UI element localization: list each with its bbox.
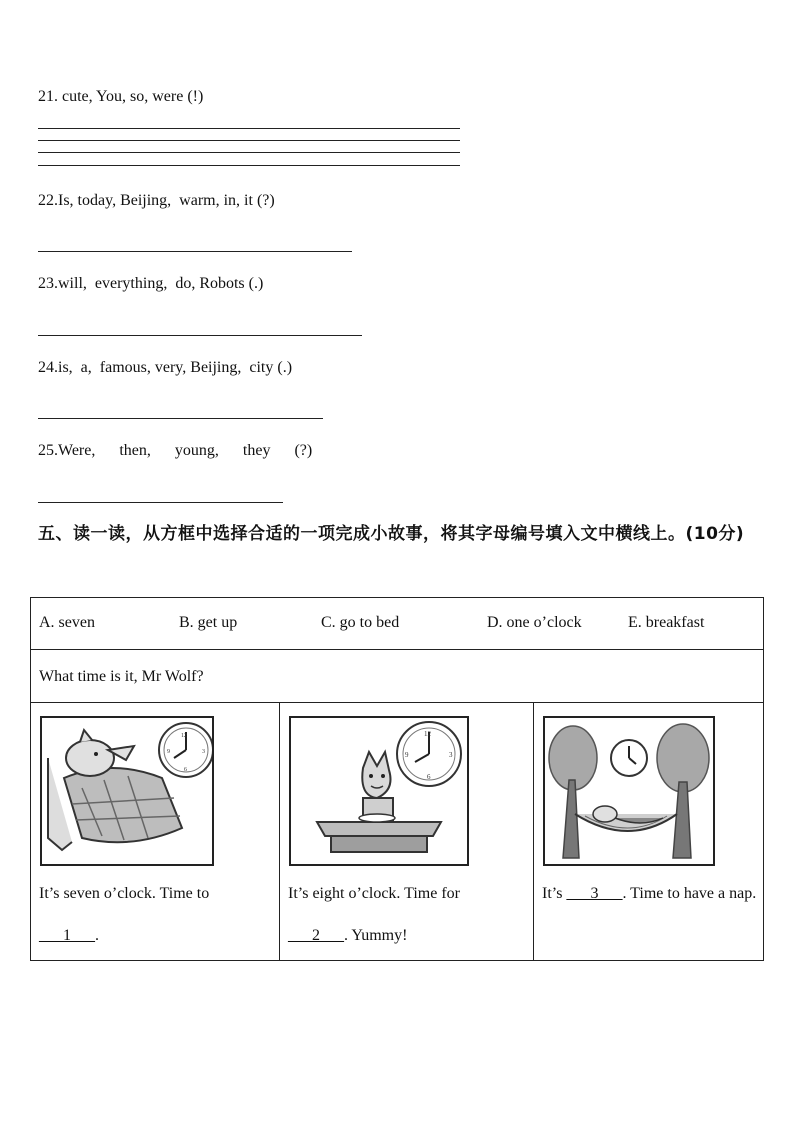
svg-text:12: 12 <box>181 733 187 739</box>
answer-line <box>38 165 460 166</box>
answer-blank-2[interactable]: ___2___ <box>288 927 344 944</box>
answer-line[interactable] <box>38 502 283 503</box>
question-24: 24.is, a, famous, very, Beijing, city (.) <box>38 359 293 376</box>
story-title: What time is it, Mr Wolf? <box>39 668 204 685</box>
question-25: 25.Were, then, young, they (?) <box>38 442 313 459</box>
wolf-hammock-picture <box>543 716 715 866</box>
story-title-row <box>31 650 763 703</box>
panel-3 <box>534 703 763 960</box>
answer-blank-1[interactable]: ___1___ <box>39 927 95 944</box>
option-b: B. get up <box>179 614 238 631</box>
svg-text:3: 3 <box>449 751 453 759</box>
option-a: A. seven <box>39 614 95 631</box>
panel-1 <box>31 703 280 960</box>
caption-text: It’s <box>542 885 567 902</box>
answer-blank-3[interactable]: ___3___ <box>566 885 623 902</box>
caption-text: . Time to have a nap. <box>622 885 757 902</box>
answer-line <box>38 140 460 141</box>
svg-text:9: 9 <box>167 749 170 755</box>
caption-text: It’s seven o’clock. Time to <box>39 885 210 902</box>
caption-text: . Yummy! <box>344 927 408 944</box>
svg-text:9: 9 <box>405 751 409 759</box>
answer-line[interactable] <box>38 128 460 129</box>
story-box <box>30 597 764 961</box>
answer-line[interactable] <box>38 335 362 336</box>
option-c: C. go to bed <box>321 614 400 631</box>
panel-2 <box>280 703 534 960</box>
wolf-in-bed-picture <box>40 716 214 866</box>
clock-icon <box>397 722 461 786</box>
section-title: 五、读一读，从方框中选择合适的一项完成小故事，将其字母编号填入文中横线上。(10分) <box>38 524 745 544</box>
answer-line <box>38 152 460 153</box>
svg-text:6: 6 <box>184 767 187 773</box>
answer-line[interactable] <box>38 418 323 419</box>
clock-icon <box>611 740 647 776</box>
svg-text:3: 3 <box>202 749 205 755</box>
svg-text:12: 12 <box>424 730 431 738</box>
panel-1-caption <box>39 873 209 957</box>
panel-2-caption <box>288 873 460 957</box>
question-23: 23.will, everything, do, Robots (.) <box>38 275 264 292</box>
options-row <box>31 598 763 650</box>
answer-line[interactable] <box>38 251 352 252</box>
question-21: 21. cute, You, so, were (!) <box>38 88 204 105</box>
option-d: D. one o’clock <box>487 614 582 631</box>
panel-3-caption <box>542 873 756 915</box>
question-22: 22.Is, today, Beijing, warm, in, it (?) <box>38 192 275 209</box>
option-e: E. breakfast <box>628 614 705 631</box>
clock-icon <box>159 723 213 777</box>
caption-text: It’s eight o’clock. Time for <box>288 885 460 902</box>
wolf-breakfast-picture <box>289 716 469 866</box>
svg-text:6: 6 <box>427 773 431 781</box>
caption-text: . <box>95 927 99 944</box>
